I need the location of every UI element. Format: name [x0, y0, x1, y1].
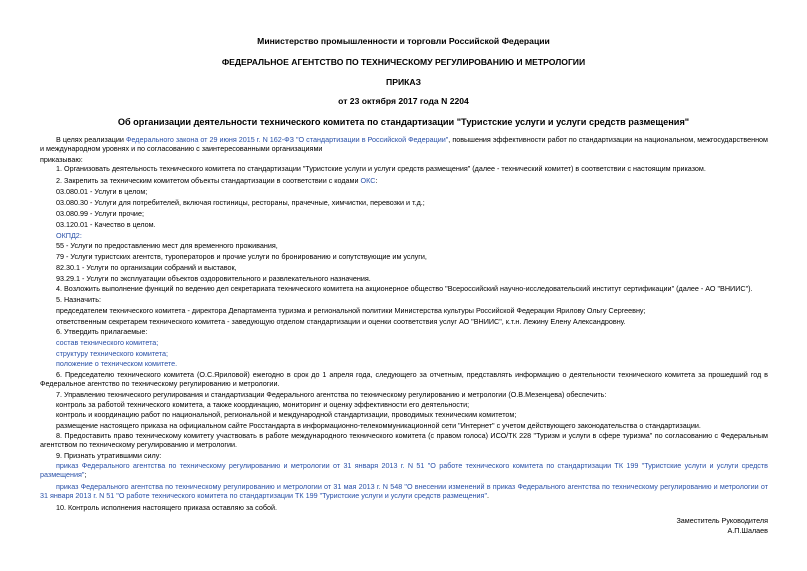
repealed-order-1-link[interactable]: приказ Федерального агентства по техническому регулированию и метрологии от 31 января 2013 г. N 51 "О работе технического комитета по стандартизации ТК 199 "Туристские услуги и услуги средств размещения" — [40, 461, 768, 479]
okpd-colon: : — [79, 231, 82, 240]
signature-name: А.П.Шалаев — [727, 526, 768, 535]
committee-composition-link[interactable]: состав технического комитета; — [56, 338, 159, 347]
okc-code-4: 03.120.01 - Качество в целом. — [56, 220, 156, 229]
item-7-publication: размещение настоящего приказа на официальном сайте Росстандарта в информационно-телекоммуникационной сети "Интернет" с учетом действующего законодательства о стандартизации. — [56, 421, 701, 430]
item-5-chair: председателем технического комитета - директора Департамента туризма и региональной политики Министерства культуры Российской Федерации Ярилову Ольгу Сергеевну; — [56, 306, 646, 315]
item-2-colon: : — [375, 176, 378, 185]
preamble — [40, 135, 768, 153]
item-5-secretary: ответственным секретарем технического комитета - заведующую отделом стандартизации и оценки соответствия услуг АО "ВНИИС", к.т.н. Лежину Елену Александровну. — [56, 317, 626, 326]
item-7-control: контроль за работой технического комитета, а также координацию, мониторинг и оценку эффективности его деятельности; — [56, 400, 470, 409]
doc-title: Об организации деятельности технического комитета по стандартизации "Туристские услуги и услуги средств размещения" — [117, 117, 690, 127]
item-10: 10. Контроль исполнения настоящего приказа оставляю за собой. — [56, 503, 277, 512]
repealed-order-1-end: ; — [84, 470, 87, 479]
agency-name: ФЕДЕРАЛЬНОЕ АГЕНТСТВО ПО ТЕХНИЧЕСКОМУ РЕГУЛИРОВАНИЮ И МЕТРОЛОГИИ — [221, 57, 586, 67]
item-6b: 6. Председателю технического комитета (О.С.Яриловой) ежегодно в срок до 1 апреля года, следующего за отчетным, представлять информацию о деятельности технического комитета за прошедший год в Федеральное агентство по техническому регулированию и метрологии. — [40, 370, 768, 388]
okc-link[interactable]: ОКС — [360, 176, 376, 185]
federal-law-link[interactable]: Федерального закона от 29 июня 2015 г. N 162-ФЗ "О стандартизации в Российской Федерации" — [125, 135, 449, 144]
preamble-text-start: В целях реализации — [56, 135, 126, 144]
okpd-heading — [56, 231, 82, 240]
committee-structure-link[interactable]: структуру технического комитета; — [56, 349, 169, 358]
okc-code-3: 03.080.99 - Услуги прочие; — [56, 209, 144, 218]
okpd-code-4: 93.29.1 - Услуги по эксплуатации объектов оздоровительного и развлекательного назначения. — [56, 274, 371, 283]
repealed-order-2 — [40, 482, 768, 500]
item-1: 1. Организовать деятельность технического комитета по стандартизации "Туристские услуги и услуги средств размещения" (далее - технический комитет) в соответствии с настоящим приказом. — [56, 164, 706, 173]
item-7-coordination: контроль и координацию работ по национальной, региональной и международной стандартизации, проводимых техническим комитетом; — [56, 410, 517, 419]
ministry-name: Министерство промышленности и торговли Российской Федерации — [257, 36, 550, 46]
okpd-code-1: 55 - Услуги по предоставлению мест для временного проживания, — [56, 241, 278, 250]
okc-code-1: 03.080.01 - Услуги в целом; — [56, 187, 148, 196]
repealed-order-1 — [40, 461, 768, 479]
okpd-code-2: 79 - Услуги туристских агентств, туроператоров и прочие услуги по бронированию и сопутствующие им услуги, — [56, 252, 427, 261]
okc-code-2: 03.080.30 - Услуги для потребителей, включая гостиницы, рестораны, прачечные, химчистки, перевозки и т.д.; — [56, 198, 425, 207]
signature-position: Заместитель Руководителя — [676, 516, 768, 525]
doc-date-number: от 23 октября 2017 года N 2204 — [338, 96, 469, 106]
order-word: приказываю: — [40, 155, 83, 164]
item-8: 8. Предоставить право техническому комитету участвовать в работе международного технического комитета (с правом голоса) ИСО/ТК 228 "Туризм и услуги в сфере туризма" по согласованию с Федеральным агентством по техническому регулированию и метрологии. — [40, 431, 768, 449]
doc-type: ПРИКАЗ — [386, 77, 421, 87]
repealed-order-2-link[interactable]: приказ Федерального агентства по техническому регулированию и метрологии от 31 мая 2013 г. N 548 "О внесении изменений в приказ Федерального агентства по техническому регулированию и метрологии от 31 января 2013 г. N 51 "О работе технического комитета по стандартизации ТК 199 "Туристские услуги и услуги средств размещения" — [40, 482, 768, 500]
item-5: 5. Назначить: — [56, 295, 101, 304]
preamble-text-end: , повышения эффективности работ по стандартизации на национальном, межгосударственном и международном уровнях и по согласованию с заинтересованными организациями — [40, 135, 768, 153]
repealed-order-2-end: . — [487, 491, 489, 500]
committee-regulation-link[interactable]: положение о техническом комитете. — [56, 359, 178, 368]
item-4: 4. Возложить выполнение функций по ведению дел секретариата технического комитета на акционерное общество "Всероссийский научно-исследовательский институт сертификации" (далее - АО "ВНИИС"). — [56, 284, 753, 293]
item-2-text: 2. Закрепить за техническим комитетом объекты стандартизации в соответствии с кодами — [56, 176, 361, 185]
item-7: 7. Управлению технического регулирования и стандартизации Федерального агентства по техническому регулированию и метрологии (О.В.Мезенцева) обеспечить: — [56, 390, 607, 399]
okpd-link[interactable]: ОКПД2 — [56, 231, 80, 240]
okpd-code-3: 82.30.1 - Услуги по организации собраний и выставок, — [56, 263, 237, 272]
item-9: 9. Признать утратившими силу: — [56, 451, 162, 460]
item-6: 6. Утвердить прилагаемые: — [56, 327, 148, 336]
item-2 — [56, 176, 377, 185]
